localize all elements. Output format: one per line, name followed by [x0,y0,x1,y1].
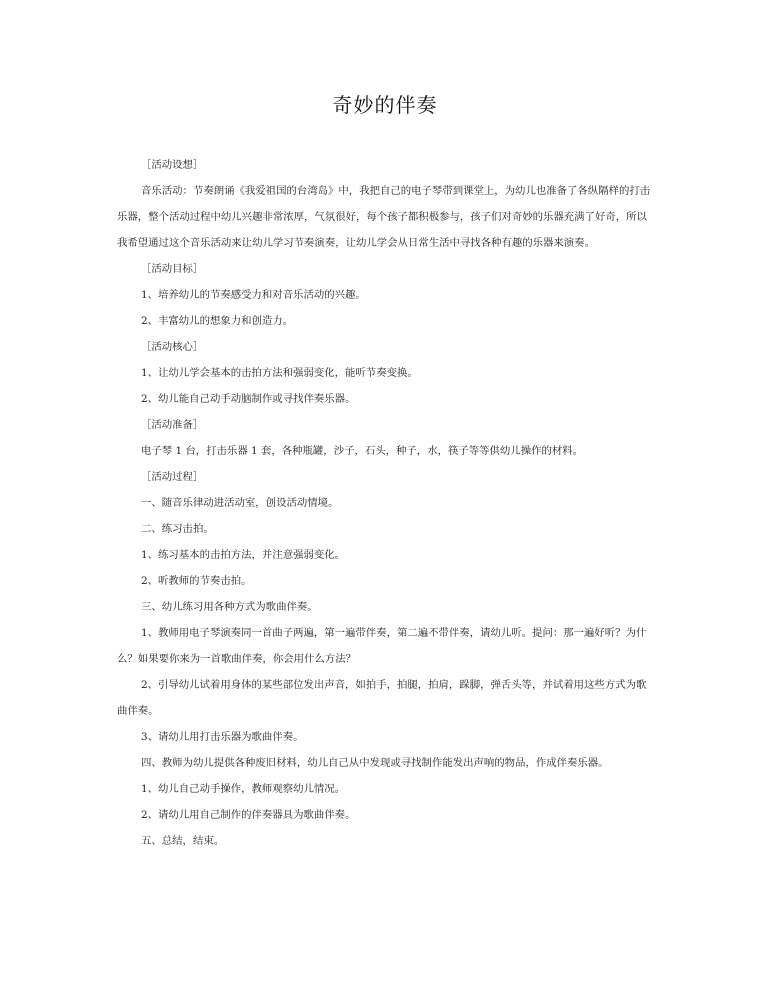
section-heading-preparation: ［活动准备］ [141,419,204,431]
process-step-4: 四、教师为幼儿提供各种废旧材料，幼儿自己从中发现或寻找制作能发出声响的物品，作成伴奏乐器。 [141,757,609,769]
process-step-2-item-1: 1、练习基本的击拍方法，并注意强弱变化。 [141,549,346,561]
section-heading-design: ［活动设想］ [141,159,204,171]
process-step-3: 三、幼儿练习用各种方式为歌曲伴奏。 [141,601,318,613]
process-step-4-item-2: 2、请幼儿用自己制作的伴奏器具为歌曲伴奏。 [141,809,356,821]
goal-item-1: 1、培养幼儿的节奏感受力和对音乐活动的兴趣。 [141,289,366,301]
goal-item-2: 2、丰富幼儿的想象力和创造力。 [141,315,294,327]
preparation-text: 电子琴 1 台，打击乐器 1 套，各种瓶罐，沙子，石头，种子，水，筷子等等供幼儿操作的材料。 [141,445,584,457]
process-step-4-item-1: 1、幼儿自己动手操作，教师观察幼儿情况。 [141,783,346,795]
process-step-3-item-3: 3、请幼儿用打击乐器为歌曲伴奏。 [141,731,304,743]
process-step-2-item-2: 2、听教师的节奏击拍。 [141,575,252,587]
document-body [117,152,655,854]
core-item-2: 2、幼儿能自己动手动脑制作或寻找伴奏乐器。 [141,393,356,405]
process-step-1: 一、随音乐律动进活动室，创设活动情境。 [141,497,339,509]
process-step-5: 五、总结，结束。 [141,835,225,847]
process-step-3-item-2: 2、引导幼儿试着用身体的某些部位发出声音，如拍手，拍腿，拍肩，跺脚，弹舌头等，并试着用这些方式为歌曲伴奏。 [117,679,647,717]
document-title: 奇妙的伴奏 [332,93,438,117]
process-step-2: 二、练习击拍。 [141,523,214,535]
process-step-3-item-1: 1、教师用电子琴演奏同一首曲子两遍，第一遍带伴奏，第二遍不带伴奏，请幼儿听。提问：那一遍好听？为什么？如果要你来为一首歌曲伴奏，你会用什么方法？ [117,627,647,665]
section-heading-goals: ［活动目标］ [141,263,204,275]
paragraph-design-text: 音乐活动：节奏朗诵《我爱祖国的台湾岛》中，我把自己的电子琴带到课堂上，为幼儿也准备了各纵隔样的打击乐器，整个活动过程中幼儿兴趣非常浓厚，气氛很好，每个孩子都积极参与，孩子们对奇妙的乐器充满了好奇，所以我希望通过这个音乐活动来让幼儿学习节奏演奏，让幼儿学会从日常生活中寻找各种有趣的乐器来演奏。 [117,185,651,249]
core-item-1: 1、让幼儿学会基本的击拍方法和强弱变化，能听节奏变换。 [141,367,418,379]
section-heading-process: ［活动过程］ [141,471,204,483]
section-heading-core: ［活动核心］ [141,341,204,353]
